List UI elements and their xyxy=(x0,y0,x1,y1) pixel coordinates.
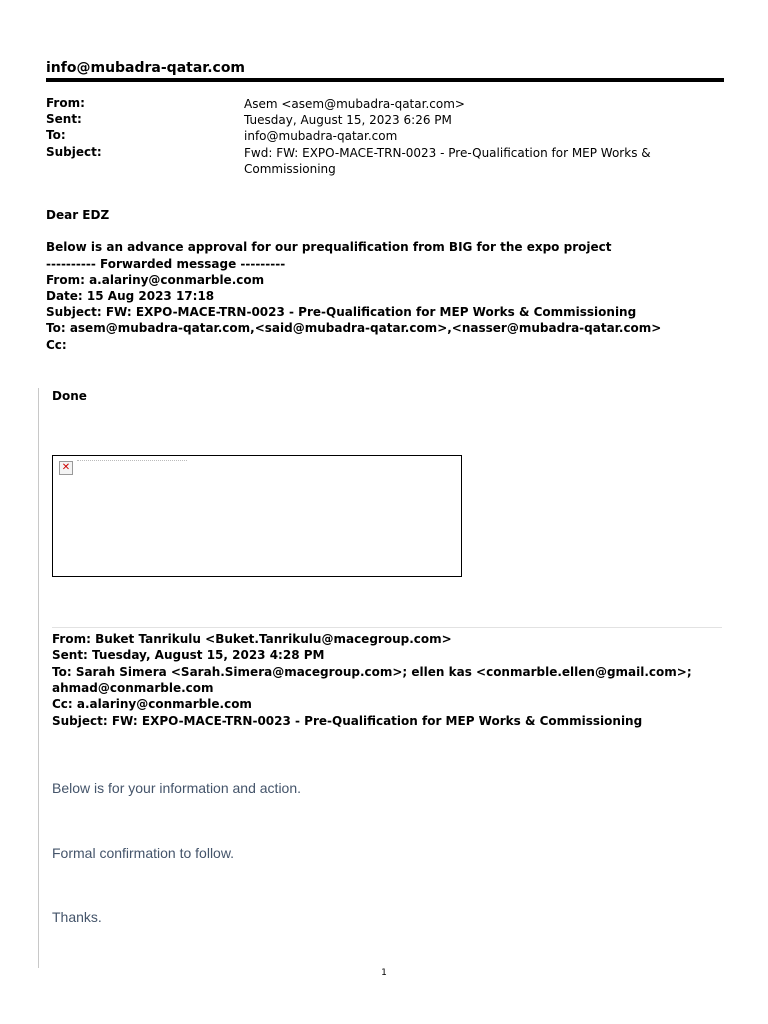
greeting: Dear EDZ xyxy=(46,208,110,222)
quoted-to-line-2: ahmad@conmarble.com xyxy=(52,681,214,695)
meta-subject-value: Fwd: FW: EXPO-MACE-TRN-0023 - Pre-Qualification for MEP Works & Commissioning xyxy=(244,146,651,176)
forwarded-from: From: a.alariny@conmarble.com xyxy=(46,273,265,287)
quoted-from: From: Buket Tanrikulu <Buket.Tanrikulu@macegroup.com> xyxy=(52,632,452,646)
quote-bar xyxy=(38,388,39,968)
image-alt-text xyxy=(77,460,187,462)
quoted-body-line-1: Below is for your information and action. xyxy=(52,780,302,796)
forwarded-cc: Cc: xyxy=(46,338,67,352)
quoted-to-line-1: To: Sarah Simera <Sarah.Simera@macegroup.com>; ellen kas <conmarble.ellen@gmail.com>; xyxy=(52,665,692,679)
meta-sent-value: Tuesday, August 15, 2023 6:26 PM xyxy=(244,113,452,127)
meta-from-label: From: xyxy=(46,96,85,110)
header-rule xyxy=(46,78,724,82)
quoted-body-line-3: Thanks. xyxy=(52,909,102,925)
quoted-sent: Sent: Tuesday, August 15, 2023 4:28 PM xyxy=(52,648,325,662)
account-header: info@mubadra-qatar.com xyxy=(46,60,246,76)
meta-to-label: To: xyxy=(46,128,66,142)
meta-subject-label: Subject: xyxy=(46,145,102,159)
forwarded-date: Date: 15 Aug 2023 17:18 xyxy=(46,289,215,303)
intro-text: Below is an advance approval for our prequalification from BIG for the expo project xyxy=(46,240,612,254)
quoted-body-line-2: Formal confirmation to follow. xyxy=(52,845,235,861)
quoted-cc: Cc: a.alariny@conmarble.com xyxy=(52,697,252,711)
forwarded-subject: Subject: FW: EXPO-MACE-TRN-0023 - Pre-Qualification for MEP Works & Commissioning xyxy=(46,305,637,319)
meta-sent-label: Sent: xyxy=(46,112,82,126)
quoted-subject: Subject: FW: EXPO-MACE-TRN-0023 - Pre-Qualification for MEP Works & Commissioning xyxy=(52,714,643,728)
forwarded-marker: ---------- Forwarded message --------- xyxy=(46,257,286,271)
page-number: 1 xyxy=(381,968,387,978)
forwarded-to: To: asem@mubadra-qatar.com,<said@mubadra-qatar.com>,<nasser@mubadra-qatar.com> xyxy=(46,321,662,335)
quoted-separator xyxy=(52,627,722,628)
done-text: Done xyxy=(52,389,87,403)
broken-image-icon: ✕ xyxy=(59,461,73,475)
embedded-image-placeholder xyxy=(52,455,462,577)
meta-from-value: Asem <asem@mubadra-qatar.com> xyxy=(244,97,465,111)
meta-to-value: info@mubadra-qatar.com xyxy=(244,129,398,143)
